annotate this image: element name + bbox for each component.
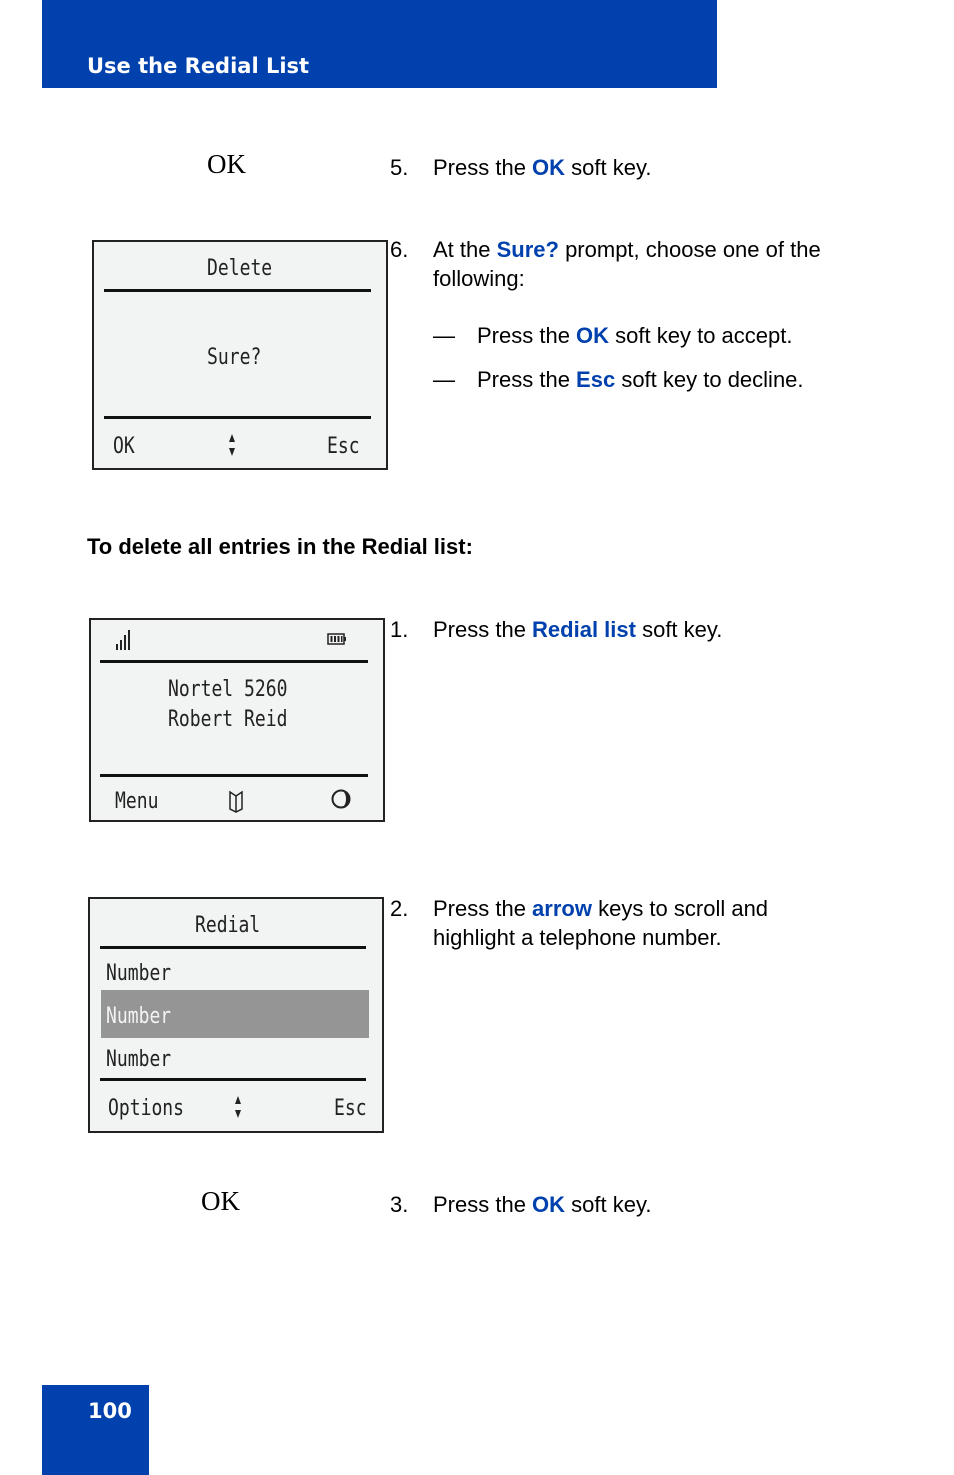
- screen-message: Sure?: [207, 345, 262, 370]
- page-number: 100: [88, 1399, 132, 1423]
- option-accept: — Press the OK soft key to accept.: [433, 323, 793, 348]
- divider: [100, 660, 368, 663]
- step-number: 5.: [390, 155, 409, 180]
- section-title: Use the Redial List: [87, 54, 310, 78]
- list-item[interactable]: Number: [106, 1047, 172, 1072]
- step-text: Press the OK soft key.: [433, 1192, 652, 1217]
- softkey-options[interactable]: Options: [108, 1096, 185, 1121]
- option-decline: — Press the Esc soft key to decline.: [433, 367, 804, 392]
- user-name: Robert Reid: [168, 707, 288, 732]
- step-text: Press the arrow keys to scroll and highlight a telephone number.: [433, 896, 769, 950]
- header-bar: [42, 0, 717, 88]
- phone-screen-delete: [92, 240, 388, 470]
- step-text: At the Sure? prompt, choose one of the following:: [433, 237, 821, 291]
- procedure-heading: To delete all entries in the Redial list:: [87, 534, 473, 559]
- step-number: 1.: [390, 617, 409, 642]
- keyword-arrow: arrow: [532, 896, 592, 921]
- contrast-icon[interactable]: [331, 788, 351, 810]
- list-item[interactable]: Number: [106, 961, 172, 986]
- keyword-ok: OK: [532, 155, 566, 180]
- redial-list-icon[interactable]: [228, 789, 244, 813]
- divider: [100, 1078, 366, 1081]
- phone-model: Nortel 5260: [168, 677, 288, 702]
- phone-screen-idle: [89, 618, 385, 822]
- keyword-redial-list: Redial list: [532, 617, 636, 642]
- list-item-selected[interactable]: Number: [106, 1004, 172, 1029]
- step-2: [390, 894, 890, 954]
- divider: [104, 416, 371, 419]
- keyword-ok: OK: [532, 1192, 566, 1217]
- step-1: [390, 615, 890, 645]
- phone-screen-redial: [88, 897, 384, 1133]
- up-down-arrow-icon: [234, 1095, 242, 1119]
- screen-title: Redial: [195, 913, 261, 938]
- divider: [104, 289, 371, 292]
- step-number: 3.: [390, 1192, 409, 1217]
- softkey-esc[interactable]: Esc: [327, 434, 360, 459]
- ok-key-label: OK: [207, 149, 246, 179]
- ok-key-label: OK: [201, 1186, 240, 1216]
- page-number-box: [42, 1385, 149, 1475]
- step-text: Press the OK soft key.: [433, 155, 652, 180]
- step-text: Press the Redial list soft key.: [433, 617, 723, 642]
- divider: [100, 774, 368, 777]
- softkey-ok[interactable]: OK: [113, 434, 135, 459]
- softkey-esc[interactable]: Esc: [334, 1096, 367, 1121]
- signal-strength-icon: [115, 628, 133, 652]
- keyword-ok: OK: [576, 323, 610, 348]
- up-down-arrow-icon: [228, 433, 236, 457]
- step-number: 6.: [390, 237, 409, 262]
- keyword-sure: Sure?: [496, 237, 559, 262]
- step-6: [390, 235, 910, 295]
- step-3: [390, 1190, 890, 1220]
- step-number: 2.: [390, 896, 409, 921]
- keyword-esc: Esc: [576, 367, 616, 392]
- divider: [100, 946, 366, 949]
- step-5: [390, 153, 890, 183]
- screen-title: Delete: [207, 256, 273, 281]
- softkey-menu[interactable]: Menu: [115, 789, 159, 814]
- battery-icon: [327, 632, 347, 646]
